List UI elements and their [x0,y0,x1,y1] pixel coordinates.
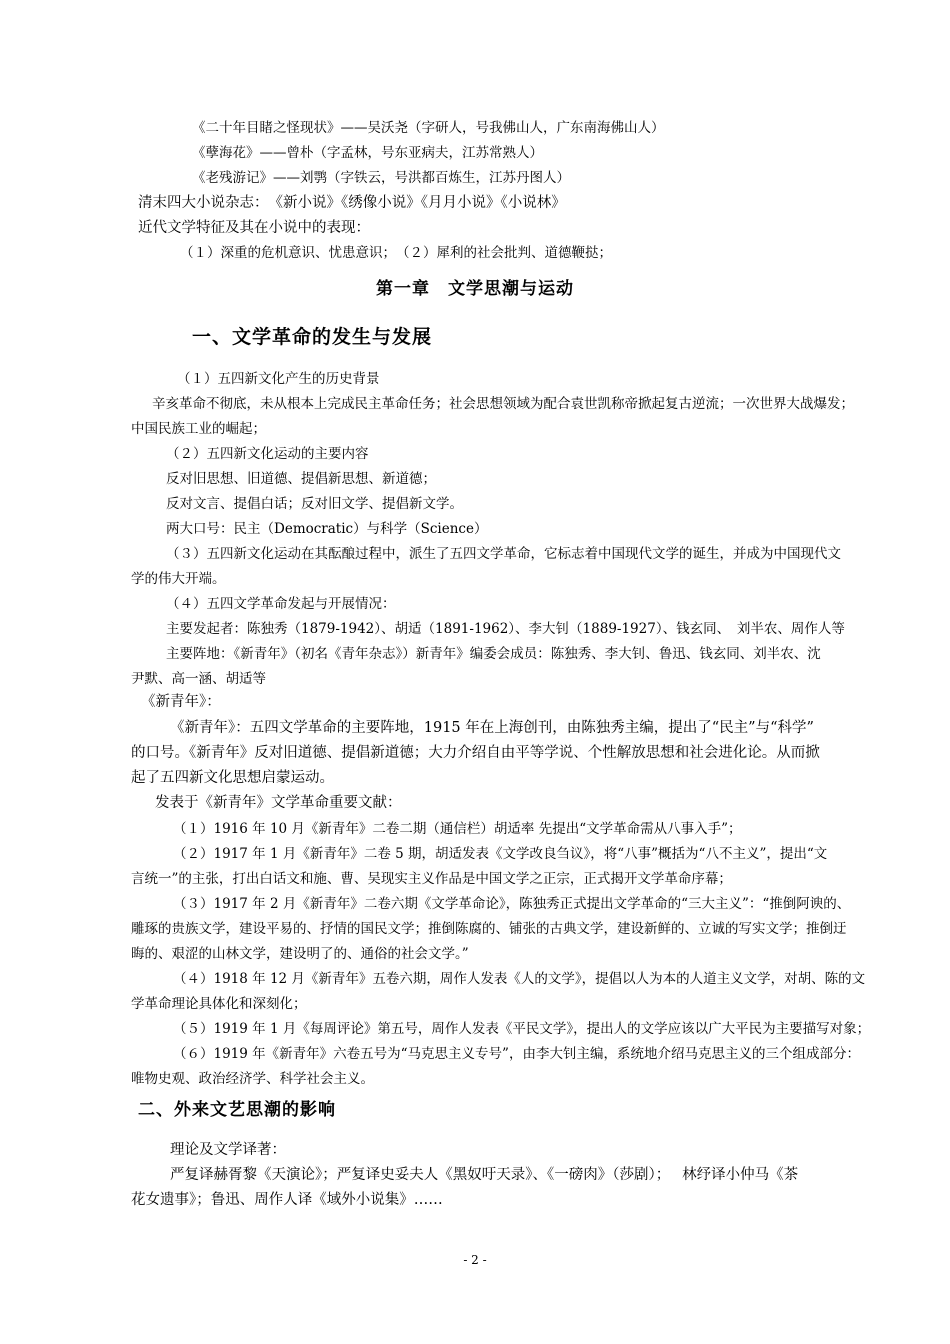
s1-p4-line-3: 尹默、高一涵、胡适等 [131,671,266,687]
s1-p1-head: （１）五四新文化产生的历史背景 [177,371,380,387]
s1-p2-head: （２）五四新文化运动的主要内容 [166,446,369,462]
xinqingnian-title: 《新青年》： [141,694,221,710]
s1-p4-line-2: 主要阵地：《新青年》（初名《青年杂志》）新青年》编委会成员：陈独秀、李大钊、鲁迅、钱玄同、刘半农、沈 [166,646,821,662]
doc-5-line-1: （５）1919 年 1 月《每周评论》第五号，周作人发表《平民文学》，提出人的文学应该以广大平民为主要描写对象； [173,1021,871,1037]
doc-2-line-2: 言统一”的主张，打出白话文和施、曹、吴现实主义作品是中国文学之正宗，正式揭开文学革命序幕； [131,871,732,887]
doc-6-line-2: 唯物史观、政治经济学、科学社会主义。 [131,1071,374,1087]
doc-2-line-1: （２）1917 年 1 月《新青年》二卷 5 期，胡适发表《文学改良刍议》，将“八事”概括为“八不主义”，提出“文 [173,846,828,862]
translations-head: 理论及文学译著： [170,1142,286,1158]
novel-line-2: 《孽海花》——曾朴（字孟林，号东亚病夫，江苏常熟人） [192,145,543,161]
novel-line-3: 《老残游记》——刘鹗（字铁云，号洪都百炼生，江苏丹图人） [192,170,570,186]
s1-p4-head: （４）五四文学革命发起与开展情况： [166,596,396,612]
s1-p1-line-2: 中国民族工业的崛起； [131,421,266,437]
s1-p1-line-1: 辛亥革命不彻底，未从根本上完成民主革命任务；社会思想领域为配合袁世凯称帝掀起复古逆流；一次世界大战爆发； [152,396,854,412]
s1-p3-line-2: 学的伟大开端。 [131,571,226,587]
s1-p3-line-1: （３）五四新文化运动在其酝酿过程中，派生了五四文学革命，它标志着中国现代文学的诞生，并成为中国现代文 [166,546,841,562]
section-1-title: 一、文学革命的发生与发展 [192,326,433,348]
chapter-title: 第一章 文学思潮与运动 [376,279,574,299]
s1-p4-line-1: 主要发起者：陈独秀（1879-1942）、胡适（1891-1962）、李大钊（1889-1927）、钱玄同、 刘半农、周作人等 [166,621,845,637]
doc-4-line-1: （４）1918 年 12 月《新青年》五卷六期，周作人发表《人的文学》，提倡以人为本的人道主义文学，对胡、陈的文 [173,971,866,987]
s1-p2-line-2: 反对文言、提倡白话；反对旧文学、提倡新文学。 [166,496,463,512]
translations-line-1: 严复译赫胥黎《天演论》；严复译史妥夫人《黑奴吁天录》、《一磅肉》（莎剧）； 林纾译小仲马《茶 [170,1167,799,1183]
magazines-line: 清末四大小说杂志： 《新小说》《绣像小说》《月月小说》《小说林》 [138,195,566,211]
translations-line-2: 花女遗事》；鲁迅、周作人译《域外小说集》…… [131,1192,443,1208]
doc-3-line-3: 晦的、艰涩的山林文学，建设明了的、通俗的社会文学。” [131,946,469,962]
s1-p2-line-3: 两大口号：民主（Democratic）与科学（Science） [166,521,488,537]
doc-6-line-1: （６）1919 年《新青年》六卷五号为“马克思主义专号”，由李大钊主编，系统地介绍马克思主义的三个组成部分： [173,1046,860,1062]
xinqingnian-line-2: 的口号。《新青年》反对旧道德、提倡新道德；大力介绍自由平等学说、个性解放思想和社会进化论。从而掀 [131,745,820,761]
doc-3-line-1: （３）1917 年 2 月《新青年》二卷六期《文学革命论》，陈独秀正式提出文学革命的“三大主义”：“推倒阿谀的、 [173,896,851,912]
page-number: - 2 - [463,1253,487,1267]
s1-p2-line-1: 反对旧思想、旧道德、提倡新思想、新道德； [166,471,436,487]
features-line: （１）深重的危机意识、忧患意识； （２）犀利的社会批判、道德鞭挞； [180,245,612,261]
doc-3-line-2: 雕琢的贵族文学，建设平易的、抒情的国民文学；推倒陈腐的、铺张的古典文学，建设新鲜的、立诚的写实文学；推倒迂 [131,921,847,937]
novel-line-1: 《二十年目睹之怪现状》——吴沃尧（字研人，号我佛山人，广东南海佛山人） [192,120,665,136]
xinqingnian-line-3: 起了五四新文化思想启蒙运动。 [131,770,334,786]
documents-title: 发表于《新青年》文学革命重要文献： [155,795,402,811]
section-2-title: 二、外来文艺思潮的影响 [138,1100,336,1120]
doc-4-line-2: 学革命理论具体化和深刻化； [131,996,307,1012]
features-title: 近代文学特征及其在小说中的表现： [138,220,370,236]
xinqingnian-line-1: 《新青年》：五四文学革命的主要阵地，1915 年在上海创刊，由陈独秀主编，提出了“民主”与“科学” [170,720,814,736]
doc-1-line-1: （１）1916 年 10 月《新青年》二卷二期（通信栏）胡适率 先提出“文学革命需从八事入手”； [173,821,742,837]
